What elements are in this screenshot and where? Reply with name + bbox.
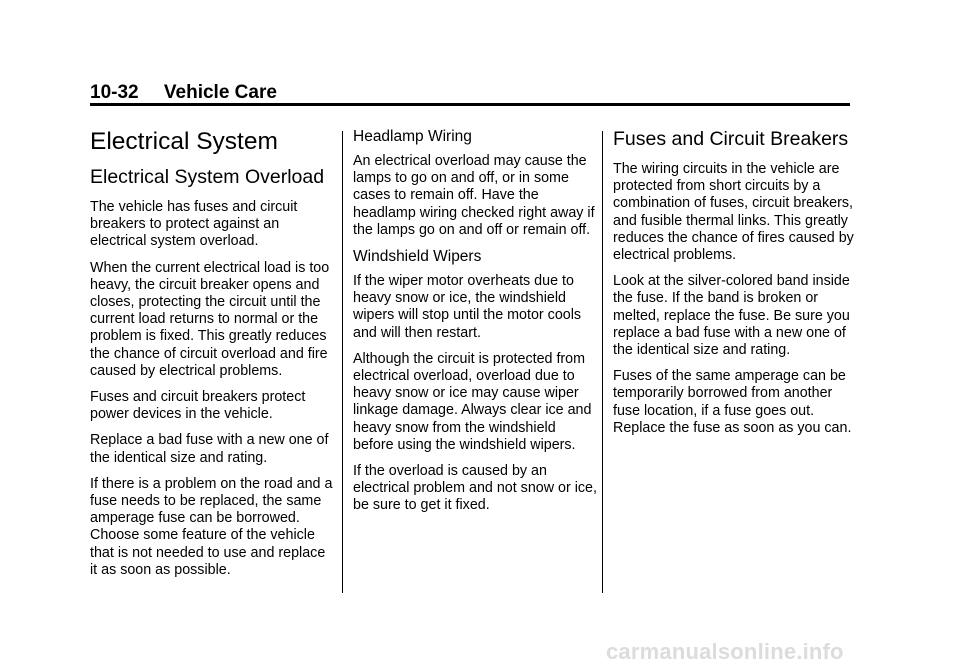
paragraph: Although the circuit is protected from electrical overload, overload due to heavy snow or ice may cause wiper linkage damage. Always clear ice and heavy snow from the windshield before using the windshield wipers.: [353, 350, 592, 453]
paragraph: When the current electrical load is too heavy, the circuit breaker opens and closes, protecting the circuit until the current load returns to normal or the problem is fixed. This greatly reduces the chance of circuit overload and fire caused by electrical problems.: [90, 259, 330, 379]
page-number: 10-32: [90, 82, 139, 103]
section-title: Vehicle Care: [163, 82, 277, 103]
column-left: [90, 128, 335, 588]
page-header: [90, 82, 277, 104]
paragraph: Look at the silver-colored band inside the fuse. If the band is broken or melted, replace the fuse. Be sure you replace a bad fuse with a new one of the identical size and rating.: [613, 273, 850, 359]
section-title-large: Fuses and Circuit Breakers: [613, 128, 849, 150]
section-heading: Windshield Wipers: [353, 248, 482, 266]
paragraph: Fuses and circuit breakers protect power devices in the vehicle.: [90, 389, 306, 423]
subsection-title: Electrical System Overload: [90, 166, 325, 188]
page-title: Electrical System: [90, 128, 278, 155]
paragraph: The wiring circuits in the vehicle are protected from short circuits by a combination of fuses, circuit breakers, and fusible thermal links. This greatly reduces the chance of fires caused by electrical problems.: [613, 161, 854, 264]
paragraph: Fuses of the same amperage can be temporarily borrowed from another fuse location, if a fuse goes out. Replace the fuse as soon as you can.: [613, 368, 852, 436]
header-rule: [90, 103, 850, 106]
paragraph: Replace a bad fuse with a new one of the identical size and rating.: [90, 432, 329, 466]
column-middle: [353, 128, 598, 524]
watermark: carmanualsonline.info: [606, 639, 844, 664]
column-right: [613, 128, 858, 446]
paragraph: If the overload is caused by an electrical problem and not snow or ice, be sure to get it fixed.: [353, 463, 597, 514]
paragraph: If the wiper motor overheats due to heavy snow or ice, the windshield wipers will stop until the motor cools and will then restart.: [353, 273, 582, 341]
column-divider: [342, 131, 343, 593]
paragraph: The vehicle has fuses and circuit breakers to protect against an electrical system overload.: [90, 199, 298, 250]
paragraph: An electrical overload may cause the lamps to go on and off, or in some cases to remain off. Have the headlamp wiring checked right away if the lamps go on and off or remain off.: [353, 153, 595, 238]
section-heading: Headlamp Wiring: [353, 128, 472, 145]
column-divider: [602, 131, 603, 593]
paragraph: If there is a problem on the road and a fuse needs to be replaced, the same amperage fuse can be borrowed. Choose some feature of the vehicle that is not needed to use and replace it as soon as possible.: [90, 475, 333, 578]
